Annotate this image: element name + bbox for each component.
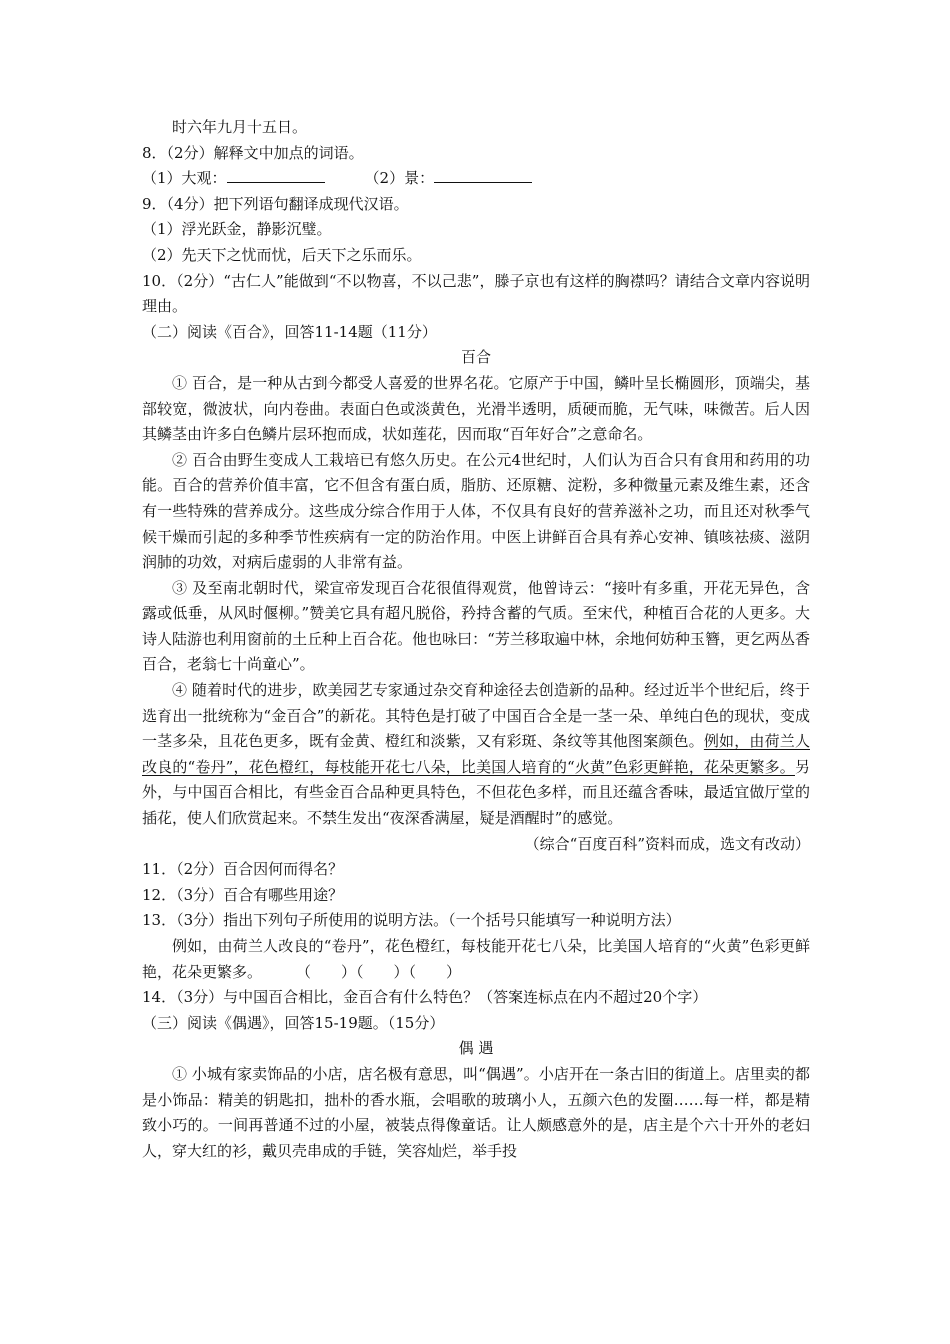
article-title: 百合 (460, 348, 491, 367)
article-title: 偶 遇 (458, 1039, 494, 1058)
quoted-sentence: 例如，由荷兰人改良的“卷丹”，花色橙红，每枝能开花七八朵，比美国人培育的“火黄”色彩更鲜艳，花朵更繁多。 (142, 937, 810, 981)
question-13-sentence (142, 934, 810, 985)
question-12: 12．（3分）百合有哪些用途？ (142, 885, 344, 904)
source-note: （综合“百度百科”资料而成，选文有改动） (524, 834, 810, 853)
text-line: 时六年九月十五日。 (172, 118, 308, 136)
document-page (142, 115, 810, 1164)
answer-blank[interactable] (434, 168, 532, 183)
paragraph (142, 678, 810, 832)
answer-blank[interactable] (227, 168, 325, 183)
paragraph: ① 百合，是一种从古到今都受人喜爱的世界名花。它原产于中国，鳞叶呈长椭圆形，顶端尖，基部较宽，微波状，向内卷曲。表面白色或淡黄色，光滑半透明，质硬而脆，无气味，味微苦。后人因其鳞茎由许多白色鳞片层环抱而成，状如莲花，因而取“百年好合”之意命名。 (142, 373, 810, 444)
section-heading: （二）阅读《百合》，回答11-14题（11分） (142, 322, 437, 341)
question-8-blanks (142, 166, 810, 192)
paragraph-text: ④ 随着时代的进步，欧美园艺专家通过杂交育种途径去创造新的品种。经过近半个世纪后，终于选育出一批统称为“金百合”的新花。其特色是打破了中国百合全是一茎一朵、单纯白色的现状，变成一茎多朵，且花色更多，既有金黄、橙红和淡紫，又有彩斑、条纹等其他图案颜色。 (142, 681, 810, 751)
question-14: 14．（3分）与中国百合相比，金百合有什么特色？（答案连标点在内不超过20个字） (142, 988, 708, 1007)
question-9-item: （2）先天下之忧而忧，后天下之乐而乐。 (142, 245, 422, 264)
question-9-item: （1）浮光跃金，静影沉璧。 (142, 220, 332, 239)
question-9: 9．（4分）把下列语句翻译成现代汉语。 (142, 194, 409, 213)
paragraph-text: 另外，与中国百合相比，有些金百合品种更具特色，不但花色多样，而且还蕴含香味，最适宜做厅堂的插花，使人们欣赏起来。不禁生发出“夜深香满屋，疑是酒醒时”的感觉。 (142, 757, 810, 828)
paragraph: ③ 及至南北朝时代，梁宣帝发现百合花很值得观赏，他曾诗云：“接叶有多重，开花无异色，含露或低垂，从风时偃柳。”赞美它具有超凡脱俗，矜持含蓄的气质。至宋代，种植百合花的人更多。大诗人陆游也利用窗前的土丘种上百合花。他也咏曰：“芳兰移取遍中林，余地何妨种玉簪，更乞两丛香百合，老翁七十尚童心”。 (142, 578, 810, 674)
blank-label: （1）大观： (142, 169, 227, 188)
blank-label: （2）景： (364, 169, 435, 188)
question-13: 13．（3分）指出下列句子所使用的说明方法。（一个括号只能填写一种说明方法） (142, 911, 681, 930)
paragraph: ② 百合由野生变成人工栽培已有悠久历史。在公元4世纪时，人们认为百合只有食用和药用的功能。百合的营养价值丰富，它不但含有蛋白质，脂肪、还原糖、淀粉，多种微量元素及维生素，还含有一些特殊的营养成分。这些成分综合作用于人体，不仅具有良好的营养滋补之功，而且还对秋季气候干燥而引起的多种季节性疾病有一定的防治作用。中医上讲鲜百合具有养心安神、镇咳祛痰、滋阴润肺的功效，对病后虚弱的人非常有益。 (142, 450, 810, 572)
answer-parentheses[interactable]: （ ）（ ）（ ） (296, 962, 462, 981)
question-11: 11．（2分）百合因何而得名？ (142, 860, 344, 879)
underlined-sentence: 例如，由荷兰人改良的“卷丹”，花色橙红，每枝能开花七八朵，比美国人培育的“火黄”色彩更鲜艳，花朵更繁多。 (142, 732, 810, 776)
question-10: 10．（2分）“古仁人”能做到“不以物喜，不以己悲”，滕子京也有这样的胸襟吗？请结合文章内容说明理由。 (142, 271, 810, 316)
section-heading: （三）阅读《偶遇》，回答15-19题。（15分） (142, 1013, 445, 1032)
question-8: 8．（2分）解释文中加点的词语。 (142, 143, 364, 162)
paragraph: ① 小城有家卖饰品的小店，店名极有意思，叫“偶遇”。小店开在一条古旧的街道上。店里卖的都是小饰品：精美的钥匙扣，拙朴的香水瓶，会唱歌的玻璃小人，五颜六色的发圈……每一样，都是精致小巧的。一间再普通不过的小屋，被装点得像童话。让人颇感意外的是，店主是个六十开外的老妇人，穿大红的衫，戴贝壳串成的手链，笑容灿烂，举手投 (142, 1064, 810, 1160)
